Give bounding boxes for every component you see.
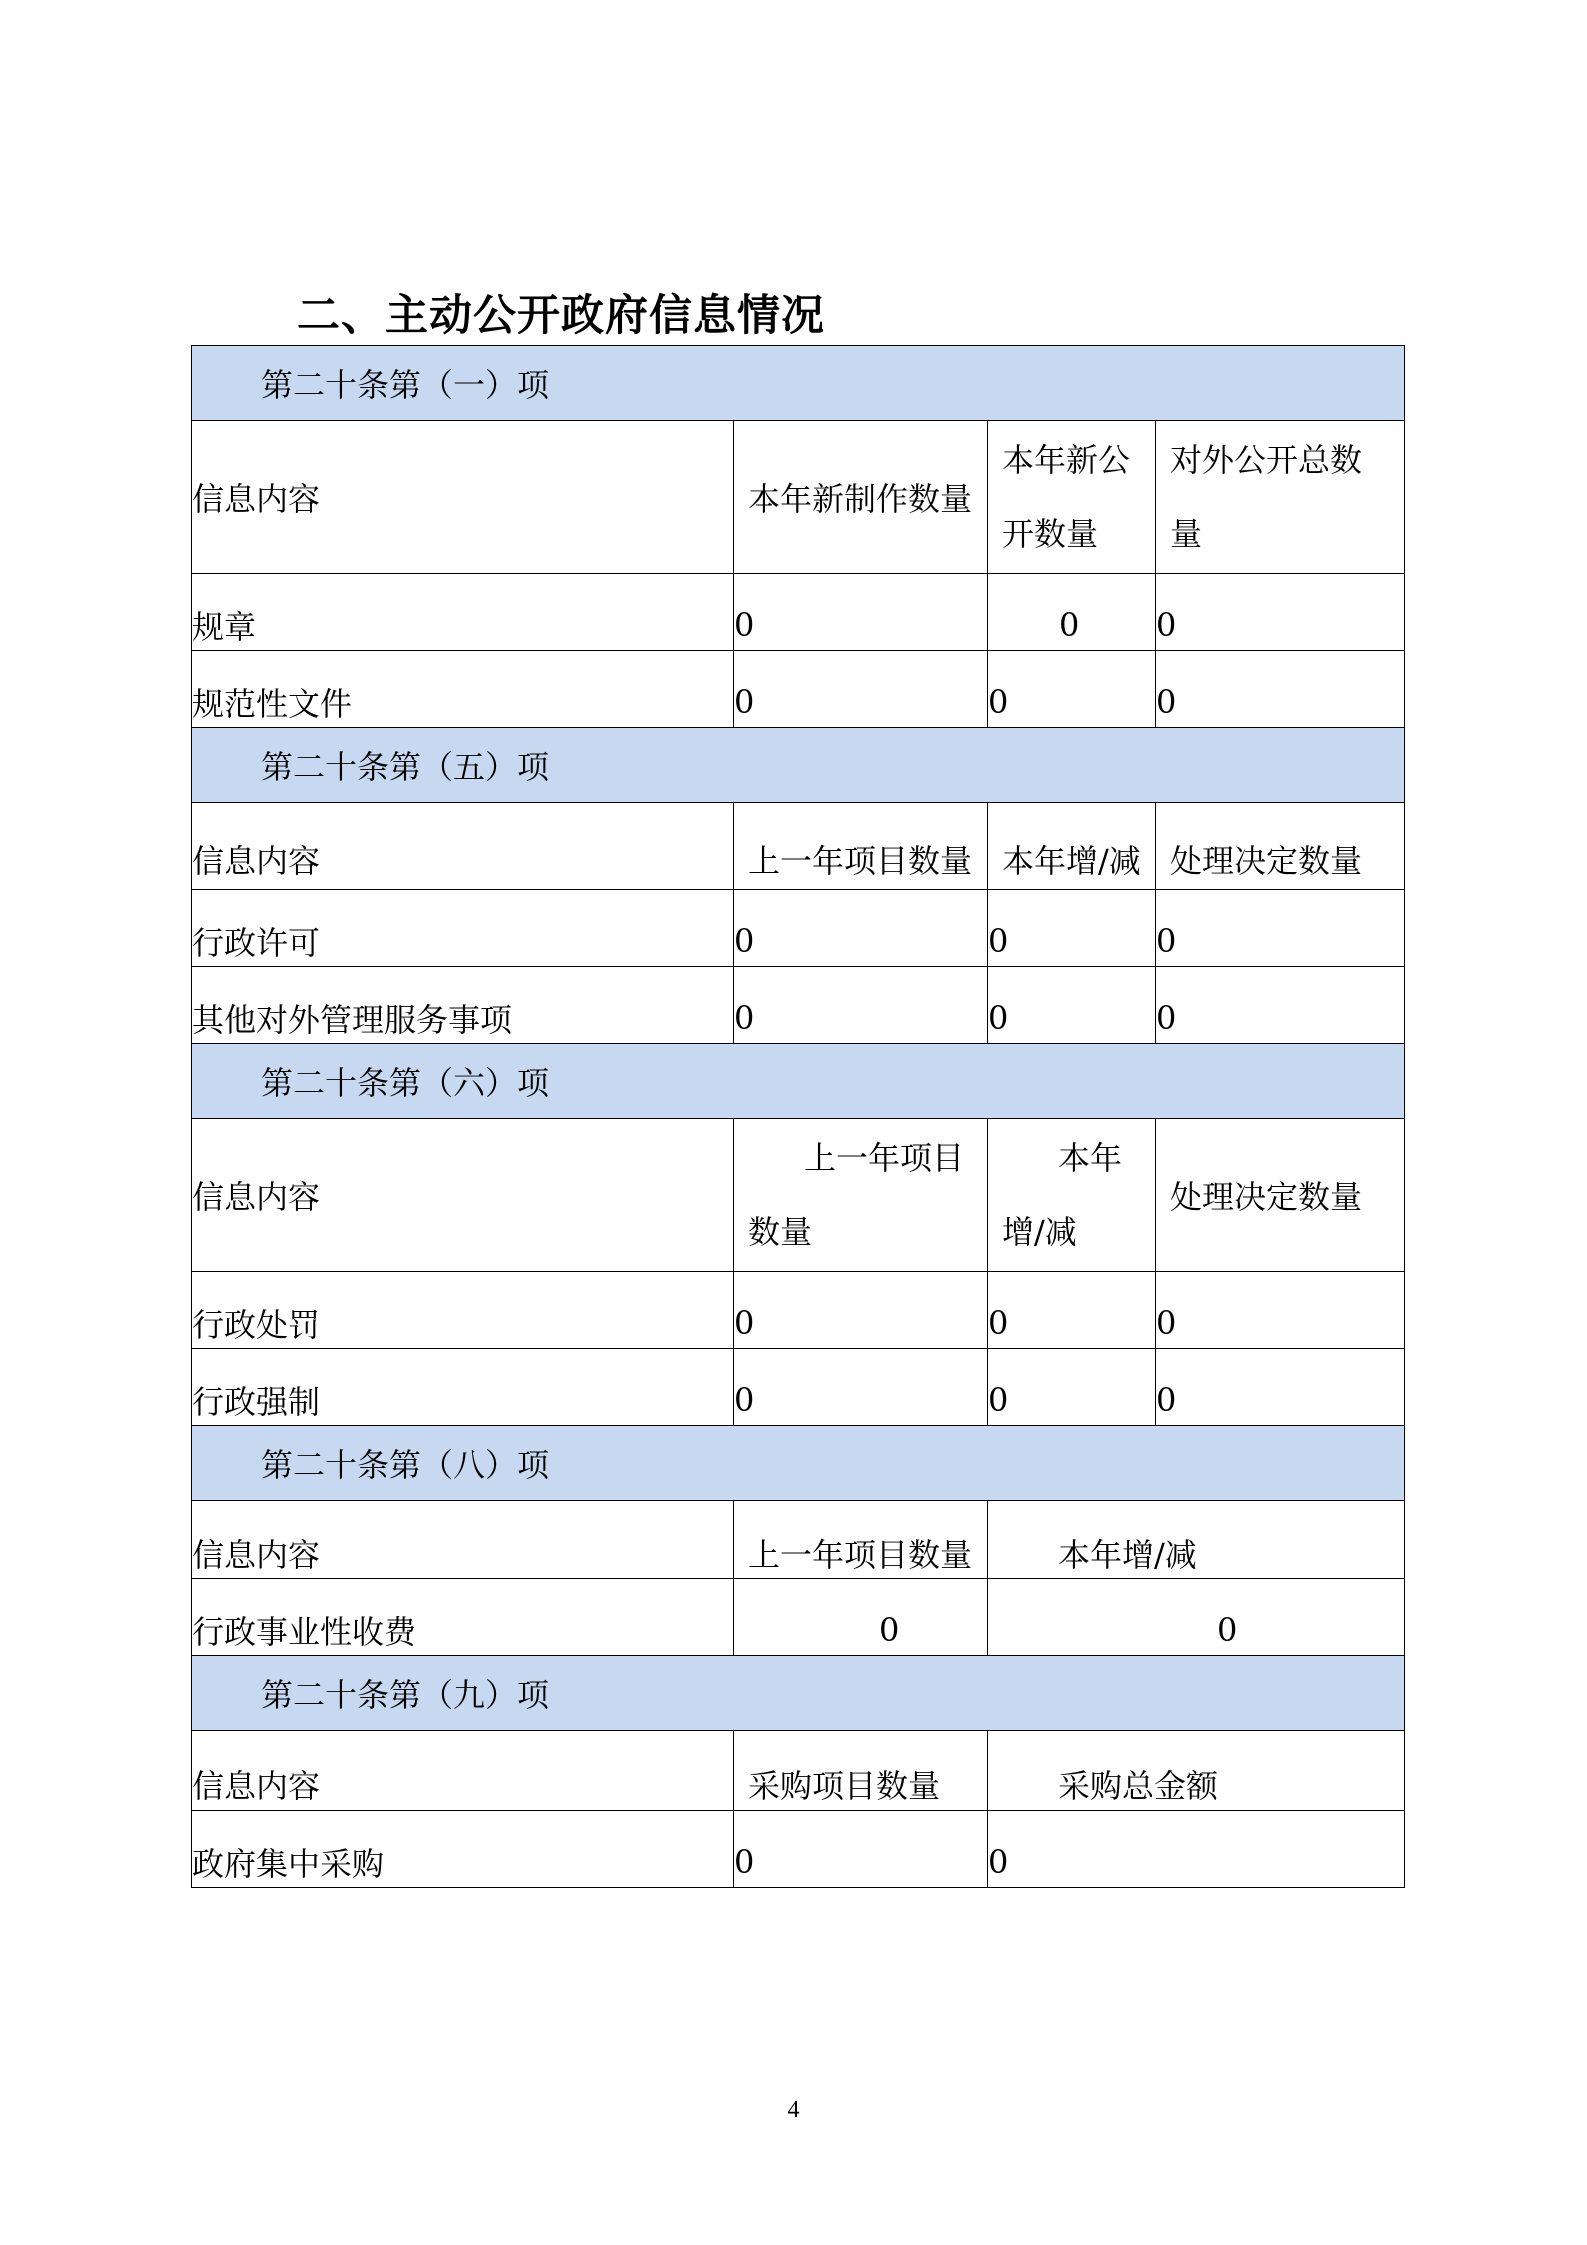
header-cell: 信息内容 [192,1501,734,1579]
value-cell: 0 [734,574,988,651]
row-label: 政府集中采购 [192,1811,734,1888]
value-cell: 0 [734,967,988,1044]
disclosure-table [191,345,1405,1888]
header-cell: 本年增/减 [988,1119,1156,1272]
value-cell: 0 [1156,574,1405,651]
header-row [192,1501,1405,1579]
table-row [192,1349,1405,1426]
value-cell: 0 [988,574,1156,651]
value-cell: 0 [734,1811,988,1888]
row-label: 行政事业性收费 [192,1579,734,1656]
header-cell: 信息内容 [192,1119,734,1272]
header-cell: 处理决定数量 [1156,1119,1405,1272]
header-cell: 处理决定数量 [1156,803,1405,890]
section-heading: 第二十条第（九）项 [192,1656,1405,1731]
header-cell: 信息内容 [192,803,734,890]
page-number: 4 [787,2097,800,2123]
section-heading-row [192,346,1405,421]
value-cell: 0 [734,651,988,728]
header-cell: 信息内容 [192,1731,734,1811]
section-heading: 第二十条第（八）项 [192,1426,1405,1501]
value-cell: 0 [988,651,1156,728]
table-row [192,651,1405,728]
table-row [192,1811,1405,1888]
value-cell: 0 [1156,1272,1405,1349]
header-cell: 上一年项目数量 [734,1119,988,1272]
header-cell: 上一年项目数量 [734,1501,988,1579]
header-row [192,421,1405,574]
value-cell: 0 [988,1272,1156,1349]
value-cell: 0 [988,890,1156,967]
section-heading: 第二十条第（一）项 [192,346,1405,421]
value-cell: 0 [734,890,988,967]
table-row [192,574,1405,651]
header-cell: 信息内容 [192,421,734,574]
section-heading-row [192,728,1405,803]
value-cell: 0 [988,967,1156,1044]
row-label: 其他对外管理服务事项 [192,967,734,1044]
table-row [192,967,1405,1044]
header-cell: 本年增/减 [988,1501,1405,1579]
value-cell: 0 [1156,651,1405,728]
header-cell: 本年增/减 [988,803,1156,890]
header-row [192,803,1405,890]
header-cell: 上一年项目数量 [734,803,988,890]
value-cell: 0 [988,1579,1405,1656]
value-cell: 0 [988,1349,1156,1426]
section-heading-row [192,1656,1405,1731]
section-heading: 第二十条第（五）项 [192,728,1405,803]
value-cell: 0 [734,1579,988,1656]
header-cell: 采购总金额 [988,1731,1405,1811]
row-label: 行政许可 [192,890,734,967]
value-cell: 0 [1156,890,1405,967]
section-heading-row [192,1426,1405,1501]
value-cell: 0 [988,1811,1405,1888]
header-cell: 采购项目数量 [734,1731,988,1811]
table-row [192,890,1405,967]
section-heading-row [192,1044,1405,1119]
section-heading: 第二十条第（六）项 [192,1044,1405,1119]
header-cell: 对外公开总数量 [1156,421,1405,574]
value-cell: 0 [734,1349,988,1426]
row-label: 规范性文件 [192,651,734,728]
page-title: 二、主动公开政府信息情况 [297,291,825,341]
header-row [192,1119,1405,1272]
header-cell: 本年新制作数量 [734,421,988,574]
value-cell: 0 [1156,967,1405,1044]
header-row [192,1731,1405,1811]
table-row [192,1272,1405,1349]
header-cell: 本年新公开数量 [988,421,1156,574]
row-label: 规章 [192,574,734,651]
row-label: 行政强制 [192,1349,734,1426]
table-row [192,1579,1405,1656]
value-cell: 0 [1156,1349,1405,1426]
row-label: 行政处罚 [192,1272,734,1349]
value-cell: 0 [734,1272,988,1349]
